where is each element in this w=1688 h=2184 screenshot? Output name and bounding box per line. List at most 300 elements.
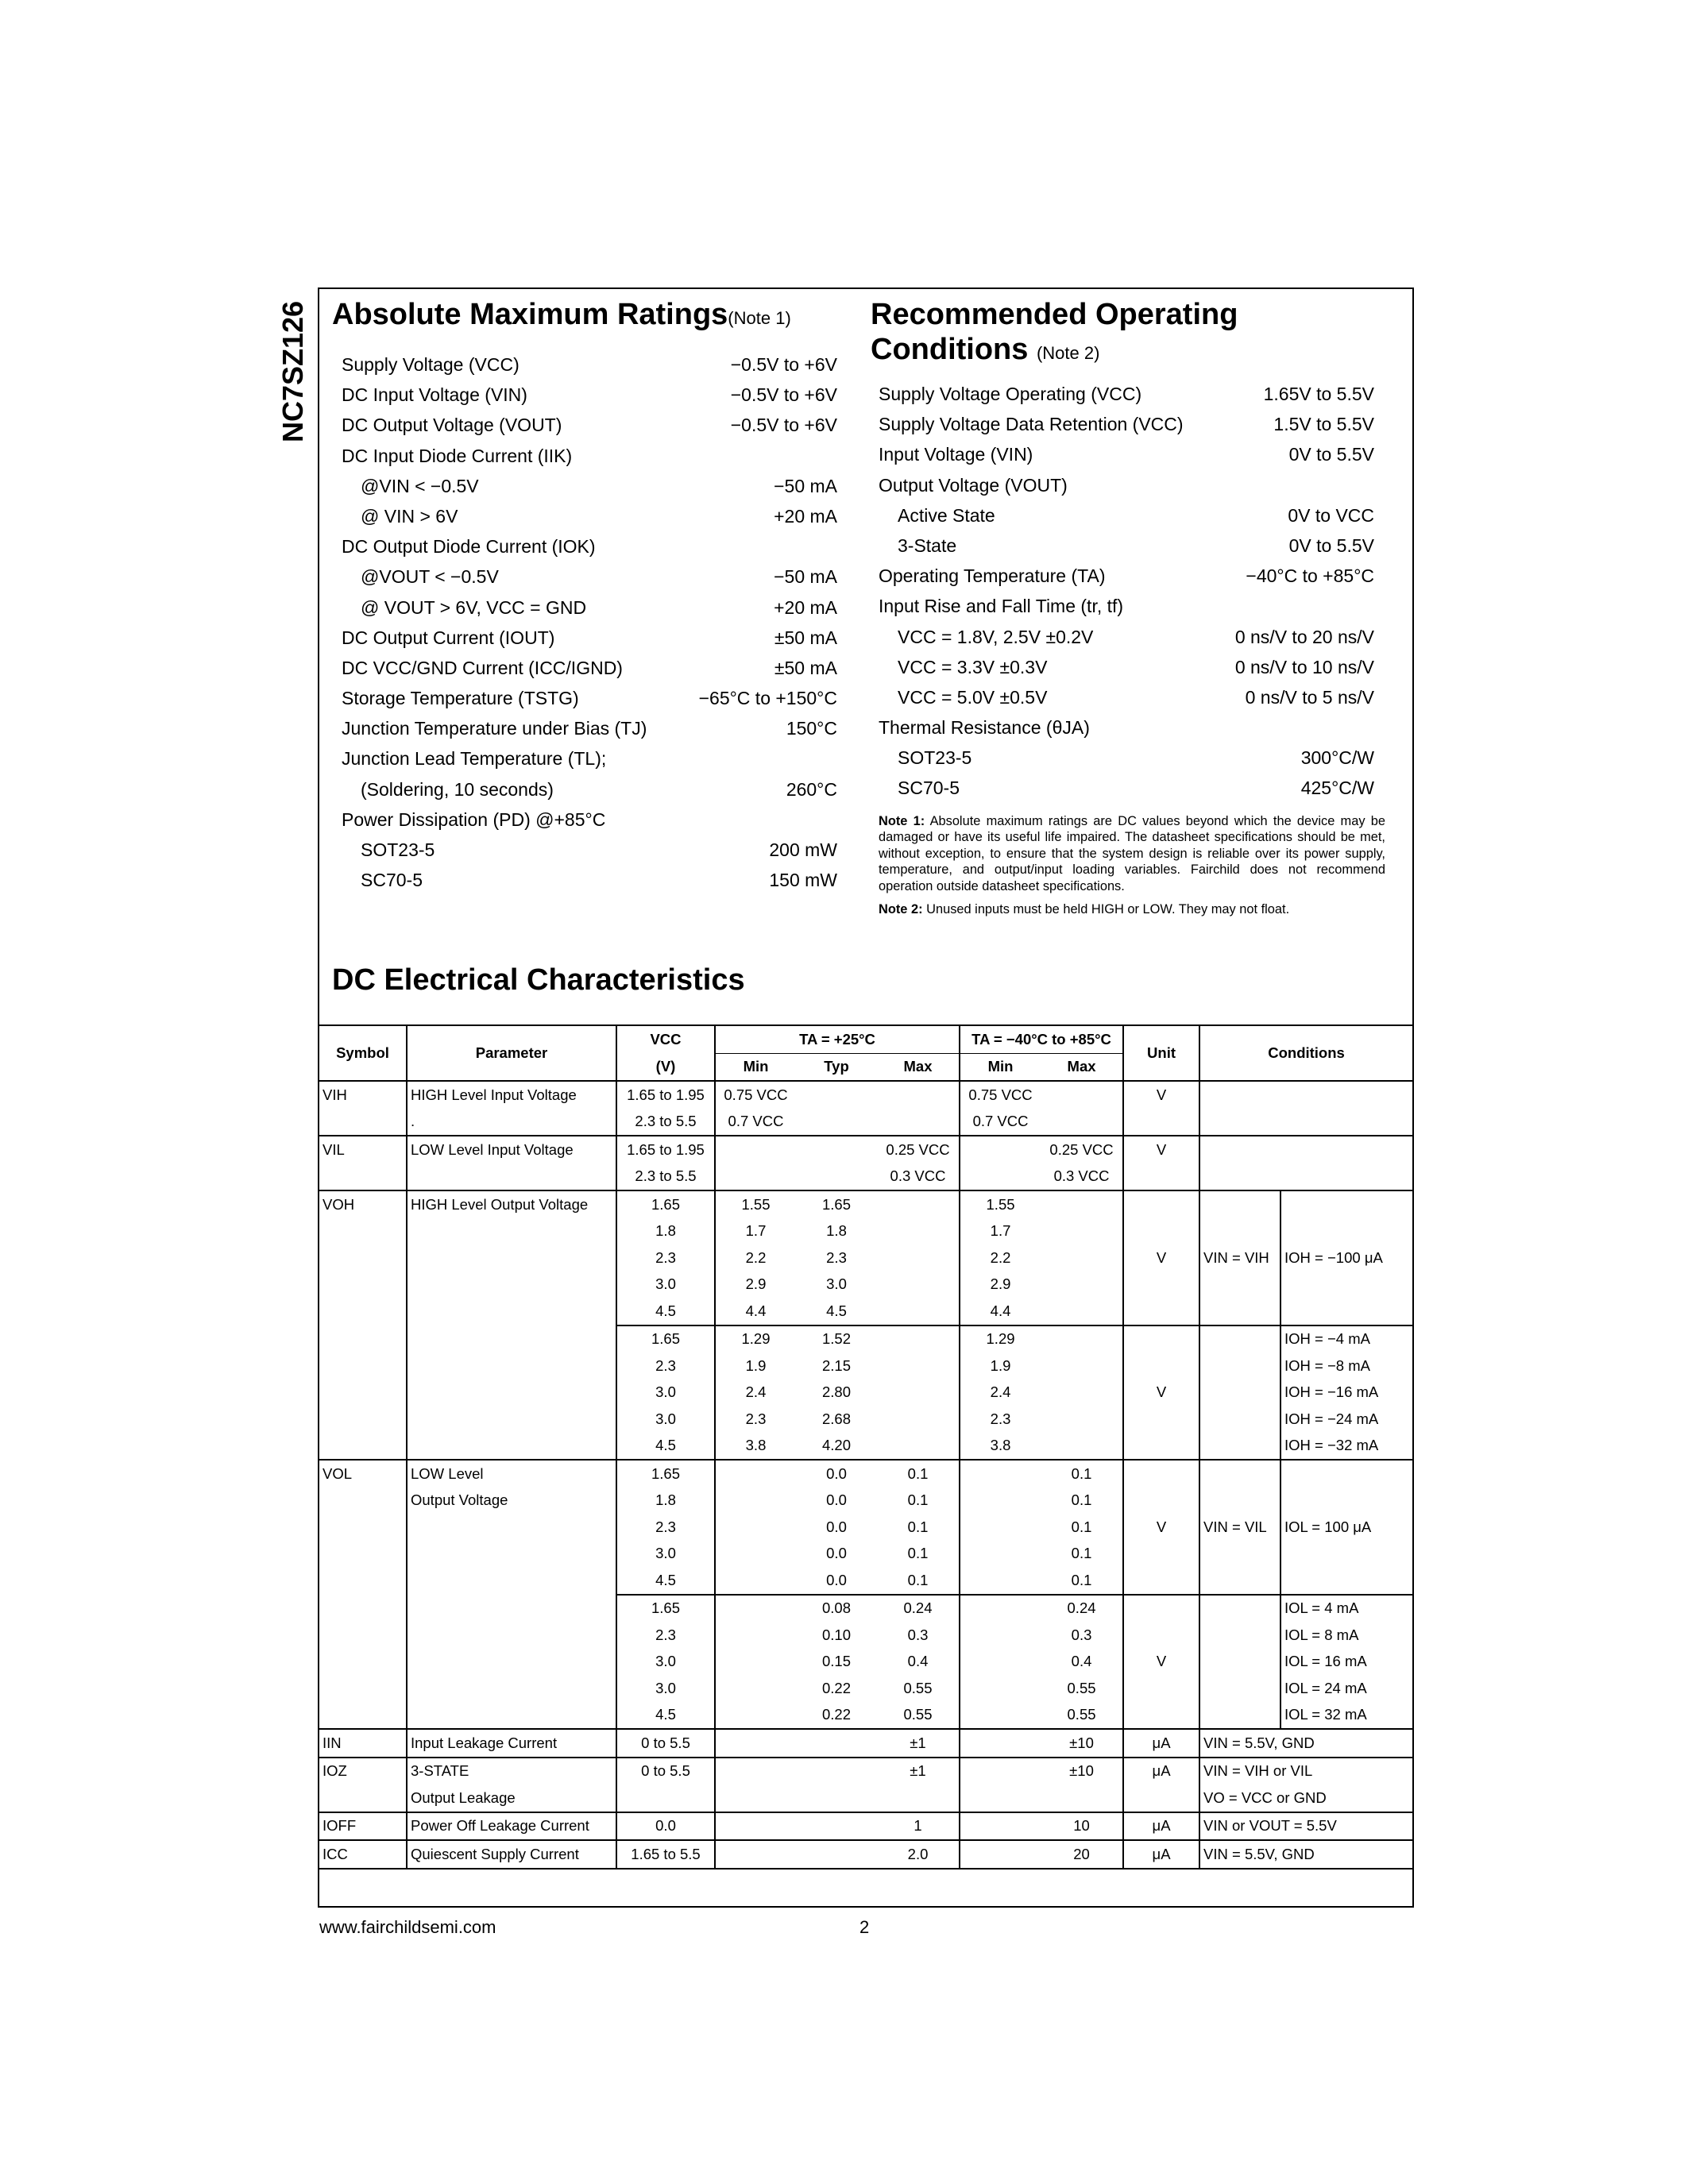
cell-condition-1 [1199, 1136, 1280, 1163]
cell-condition-2 [1280, 1218, 1412, 1245]
cell-parameter [407, 1244, 616, 1271]
cell-symbol [319, 1675, 407, 1702]
cell-typ-25: 0.0 [826, 1545, 847, 1562]
table-row [319, 1271, 1412, 1298]
rec-op-list [879, 379, 1374, 804]
cell-condition-1: VIN = VIL [1199, 1514, 1280, 1541]
cell-parameter [407, 1675, 616, 1702]
cell-min-range: 1.55 [960, 1190, 1041, 1218]
rating-row [342, 653, 837, 683]
table-row [319, 1136, 1412, 1163]
cell-max-25: ±1 [877, 1729, 960, 1758]
cell-vcc: 3.0 [616, 1379, 715, 1406]
footer-url: www.fairchildsemi.com [319, 1917, 496, 1937]
rating-label: Active State [898, 504, 995, 526]
cell-typ-25: 3.0 [826, 1275, 847, 1293]
rating-label: DC VCC/GND Current (ICC/IGND) [342, 657, 623, 678]
cell-max-25 [877, 1406, 960, 1433]
cell-typ-25 [796, 1109, 877, 1136]
rating-value: 200 mW [769, 839, 837, 860]
cell-max-range: 0.1 [1071, 1571, 1092, 1588]
cell-min-range: 3.8 [960, 1433, 1041, 1461]
cell-min-25: 1.29 [715, 1325, 796, 1353]
rating-row [879, 773, 1374, 803]
cell-symbol: ICC [319, 1840, 407, 1869]
cell-unit: μA [1123, 1840, 1199, 1869]
cell-condition-1: VIN = VIH or VIL [1199, 1758, 1280, 1785]
cell-min-25: 2.4 [715, 1379, 796, 1406]
cell-min-range [960, 1840, 1041, 1869]
cell-max-range [1041, 1218, 1123, 1245]
rating-label: (Soldering, 10 seconds) [361, 778, 554, 800]
cell-symbol [319, 1298, 407, 1325]
cell-typ-25: 1.52 [796, 1325, 877, 1353]
rating-row [879, 712, 1374, 743]
abs-max-title: Absolute Maximum Ratings(Note 1) [332, 298, 791, 331]
cell-parameter: HIGH Level Input Voltage [407, 1081, 616, 1109]
rating-label: SOT23-5 [361, 839, 435, 860]
cell-parameter: Power Off Leakage Current [407, 1812, 616, 1841]
cell-condition-2 [1280, 1271, 1412, 1298]
cell-condition-1: VIN = 5.5V, GND [1199, 1840, 1280, 1869]
cell-min-range [960, 1567, 1041, 1595]
table-row [319, 1163, 1412, 1191]
cell-min-25 [715, 1163, 796, 1191]
cell-max-25: 0.3 VCC [890, 1167, 946, 1185]
cell-unit [1123, 1488, 1199, 1515]
rating-label: VCC = 5.0V ±0.5V [898, 686, 1048, 708]
rating-value: 0 ns/V to 10 ns/V [1234, 656, 1374, 677]
rating-label: SC70-5 [898, 778, 960, 799]
cell-min-25 [715, 1702, 796, 1730]
cell-min-25: 2.9 [715, 1271, 796, 1298]
abs-max-list [342, 349, 837, 895]
cell-vcc: 2.3 [616, 1352, 715, 1379]
rating-row [342, 743, 837, 774]
cell-parameter: Input Leakage Current [407, 1729, 616, 1758]
cell-symbol [319, 1595, 407, 1623]
cell-vcc: 0 to 5.5 [616, 1758, 715, 1785]
cell-parameter [407, 1567, 616, 1595]
cell-max-25 [877, 1190, 960, 1218]
cell-parameter [407, 1352, 616, 1379]
cell-max-range: ±10 [1041, 1729, 1123, 1758]
rating-value: −50 mA [774, 475, 837, 496]
rating-row [342, 531, 837, 561]
cell-vcc: 0.0 [616, 1812, 715, 1841]
cell-max-range [1041, 1785, 1123, 1812]
cell-vcc: 1.65 [616, 1460, 715, 1488]
cell-max-25 [877, 1109, 960, 1136]
header-vcc-unit: (V) [616, 1053, 715, 1081]
rating-row [879, 743, 1374, 773]
cell-vcc: 3.0 [616, 1541, 715, 1568]
cell-min-25 [715, 1785, 796, 1812]
rating-label: @ VOUT > 6V, VCC = GND [361, 596, 587, 618]
cell-condition-1 [1199, 1379, 1280, 1406]
rating-label: Supply Voltage (VCC) [342, 354, 520, 375]
cell-symbol [319, 1325, 407, 1353]
cell-min-25: 1.7 [715, 1218, 796, 1245]
rating-value: −50 mA [774, 566, 837, 588]
cell-parameter [407, 1163, 616, 1191]
rating-value: ±50 mA [774, 657, 837, 678]
cell-min-range: 2.2 [960, 1244, 1041, 1271]
rating-row [879, 652, 1374, 682]
cell-vcc: 4.5 [616, 1702, 715, 1730]
cell-max-25 [877, 1244, 960, 1271]
cell-condition-2 [1280, 1298, 1412, 1325]
header-unit: Unit [1123, 1025, 1199, 1081]
table-row [319, 1649, 1412, 1676]
table-row [319, 1081, 1412, 1109]
cell-max-range: ±10 [1041, 1758, 1123, 1785]
cell-min-range: 2.4 [960, 1379, 1041, 1406]
cell-min-25 [715, 1675, 796, 1702]
table-row [319, 1352, 1412, 1379]
cell-max-25: 0.4 [907, 1653, 929, 1670]
cell-min-range [960, 1785, 1041, 1812]
cell-unit: V [1123, 1514, 1199, 1541]
table-row [319, 1433, 1412, 1461]
cell-max-range: 0.4 [1071, 1653, 1092, 1670]
header-ta-range: TA = −40°C to +85°C [960, 1025, 1123, 1053]
table-row [319, 1244, 1412, 1271]
cell-max-25 [877, 1433, 960, 1461]
cell-condition-1: VIN = 5.5V, GND [1199, 1729, 1280, 1758]
header-parameter: Parameter [407, 1025, 616, 1081]
cell-max-range [1041, 1406, 1123, 1433]
cell-vcc: 2.3 [616, 1244, 715, 1271]
cell-min-25 [715, 1136, 796, 1163]
cell-max-range [1041, 1352, 1123, 1379]
cell-parameter [407, 1541, 616, 1568]
rating-row [342, 561, 837, 592]
cell-max-range: 0.24 [1041, 1595, 1123, 1623]
header-max-25: Max [877, 1053, 960, 1081]
cell-condition-2: IOL = 16 mA [1280, 1649, 1412, 1676]
cell-vcc: 3.0 [616, 1649, 715, 1676]
rating-value: −40°C to +85°C [1246, 565, 1374, 587]
table-row [319, 1379, 1412, 1406]
cell-max-range: 0.55 [1067, 1706, 1096, 1723]
table-row [319, 1514, 1412, 1541]
cell-symbol [319, 1785, 407, 1812]
cell-vcc: 1.65 to 1.95 [616, 1081, 715, 1109]
rating-label: @ VIN > 6V [361, 505, 458, 527]
cell-vcc: 1.65 [616, 1325, 715, 1353]
cell-parameter: LOW Level Input Voltage [407, 1136, 616, 1163]
rating-value: −0.5V to +6V [730, 354, 837, 375]
cell-min-25 [715, 1488, 796, 1515]
rating-value: ±50 mA [774, 627, 837, 648]
cell-condition-2: IOH = −100 μA [1280, 1244, 1412, 1271]
header-min-25: Min [715, 1053, 796, 1081]
cell-typ-25: 2.68 [821, 1410, 851, 1427]
rating-label: SOT23-5 [898, 747, 972, 769]
cell-condition-1: VIN or VOUT = 5.5V [1199, 1812, 1280, 1841]
header-vcc: VCC [616, 1025, 715, 1053]
cell-min-25: 1.9 [715, 1352, 796, 1379]
cell-max-range: 20 [1041, 1840, 1123, 1869]
cell-vcc: 2.3 [616, 1622, 715, 1649]
rating-row [879, 561, 1374, 591]
rating-label: Output Voltage (VOUT) [879, 474, 1068, 496]
cell-condition-2: IOL = 32 mA [1280, 1702, 1412, 1730]
rating-label: DC Output Voltage (VOUT) [342, 415, 562, 436]
table-row [319, 1406, 1412, 1433]
cell-typ-25: 0.08 [796, 1595, 877, 1623]
cell-condition-1 [1199, 1595, 1280, 1623]
cell-condition-1 [1199, 1298, 1280, 1325]
cell-min-25: 2.3 [715, 1406, 796, 1433]
rating-value: −0.5V to +6V [730, 415, 837, 436]
cell-symbol [319, 1622, 407, 1649]
cell-max-range: 0.1 [1041, 1460, 1123, 1488]
rating-label: VCC = 1.8V, 2.5V ±0.2V [898, 626, 1094, 647]
rating-row [879, 409, 1374, 439]
cell-max-range: 0.1 [1071, 1545, 1092, 1562]
cell-vcc: 3.0 [616, 1406, 715, 1433]
cell-parameter [407, 1298, 616, 1325]
cell-parameter: Output Leakage [407, 1785, 616, 1812]
table-row [319, 1785, 1412, 1812]
cell-max-range [1041, 1190, 1123, 1218]
cell-condition-2 [1280, 1163, 1412, 1191]
cell-symbol: IOZ [319, 1758, 407, 1785]
cell-condition-2: IOL = 4 mA [1280, 1595, 1412, 1623]
cell-unit [1123, 1109, 1199, 1136]
rating-label: DC Output Diode Current (IOK) [342, 536, 596, 558]
rating-row [342, 592, 837, 623]
cell-parameter: 3-STATE [407, 1758, 616, 1785]
cell-vcc: 4.5 [616, 1298, 715, 1325]
rating-value: −65°C to +150°C [698, 688, 837, 709]
cell-unit [1123, 1271, 1199, 1298]
table-row [319, 1541, 1412, 1568]
cell-vcc: 1.8 [616, 1218, 715, 1245]
rating-label: Junction Temperature under Bias (TJ) [342, 718, 647, 739]
cell-vcc: 2.3 [616, 1514, 715, 1541]
cell-vcc: 0 to 5.5 [616, 1729, 715, 1758]
cell-unit [1123, 1460, 1199, 1488]
rating-row [342, 805, 837, 835]
cell-typ-25: 0.15 [821, 1653, 851, 1670]
cell-min-25 [715, 1460, 796, 1488]
cell-parameter [407, 1595, 616, 1623]
cell-unit [1123, 1406, 1199, 1433]
cell-max-25: 0.55 [903, 1679, 933, 1696]
cell-condition-1 [1199, 1433, 1280, 1461]
cell-unit: V [1123, 1136, 1199, 1163]
cell-min-range [960, 1136, 1041, 1163]
cell-max-25: ±1 [877, 1758, 960, 1785]
cell-min-25 [715, 1595, 796, 1623]
cell-condition-1 [1199, 1622, 1280, 1649]
rating-row [342, 865, 837, 895]
rating-label: DC Input Voltage (VIN) [342, 384, 527, 406]
cell-max-25 [877, 1325, 960, 1353]
rating-label: DC Input Diode Current (IIK) [342, 445, 573, 466]
cell-symbol [319, 1109, 407, 1136]
cell-condition-1: VIN = VIH [1199, 1244, 1280, 1271]
cell-condition-1 [1199, 1352, 1280, 1379]
cell-max-range [1041, 1244, 1123, 1271]
cell-vcc: 1.65 [616, 1595, 715, 1623]
cell-min-range: 1.9 [960, 1352, 1041, 1379]
rating-label: Operating Temperature (TA) [879, 565, 1106, 587]
cell-min-range: 0.7 VCC [960, 1109, 1041, 1136]
rating-row [342, 441, 837, 471]
cell-typ-25 [796, 1163, 877, 1191]
cell-min-range [960, 1163, 1041, 1191]
cell-typ-25 [796, 1758, 877, 1785]
footer-page-number: 2 [859, 1917, 870, 1937]
cell-max-25 [877, 1352, 960, 1379]
table-row [319, 1622, 1412, 1649]
cell-min-range [960, 1460, 1041, 1488]
table-row [319, 1567, 1412, 1595]
cell-max-range [1041, 1081, 1123, 1109]
cell-condition-1 [1199, 1109, 1280, 1136]
table-row [319, 1675, 1412, 1702]
cell-parameter: HIGH Level Output Voltage [407, 1190, 616, 1218]
cell-max-range: 0.25 VCC [1041, 1136, 1123, 1163]
rating-value: −0.5V to +6V [730, 384, 837, 406]
rating-value: 300°C/W [1300, 747, 1374, 769]
cell-max-25: 0.1 [907, 1518, 929, 1535]
cell-condition-1 [1199, 1702, 1280, 1730]
cell-max-range [1041, 1379, 1123, 1406]
cell-min-range [960, 1758, 1041, 1785]
rating-label: Junction Lead Temperature (TL); [342, 748, 607, 770]
table-row [319, 1488, 1412, 1515]
rating-label: Supply Voltage Operating (VCC) [879, 384, 1142, 404]
rating-value: 1.65V to 5.5V [1263, 384, 1374, 404]
cell-symbol [319, 1244, 407, 1271]
cell-unit: V [1123, 1244, 1199, 1271]
cell-vcc: 2.3 to 5.5 [616, 1109, 715, 1136]
cell-max-25 [877, 1298, 960, 1325]
cell-max-25: 0.1 [907, 1491, 929, 1509]
cell-max-25: 1 [877, 1812, 960, 1841]
table-row [319, 1298, 1412, 1325]
cell-condition-1 [1199, 1541, 1280, 1568]
cell-condition-2 [1280, 1541, 1412, 1568]
cell-max-range: 0.3 VCC [1053, 1167, 1110, 1185]
cell-symbol [319, 1514, 407, 1541]
cell-condition-2 [1280, 1109, 1412, 1136]
cell-unit [1123, 1785, 1199, 1812]
cell-unit [1123, 1190, 1199, 1218]
cell-typ-25: 2.80 [821, 1383, 851, 1401]
cell-condition-1: VO = VCC or GND [1199, 1785, 1280, 1812]
rating-label: Thermal Resistance (θJA) [879, 717, 1090, 739]
cell-max-25: 0.1 [907, 1545, 929, 1562]
cell-symbol: VIL [319, 1136, 407, 1163]
cell-typ-25: 0.0 [826, 1491, 847, 1509]
rating-row [342, 683, 837, 713]
header-ta25: TA = +25°C [715, 1025, 960, 1053]
cell-condition-2 [1280, 1567, 1412, 1595]
rating-value: 1.5V to 5.5V [1273, 414, 1374, 435]
rating-value: 0 ns/V to 20 ns/V [1234, 626, 1374, 647]
rating-value: 0V to VCC [1288, 504, 1374, 526]
cell-min-25 [715, 1758, 796, 1785]
cell-typ-25: 0.0 [796, 1460, 877, 1488]
cell-max-range [1041, 1433, 1123, 1461]
rating-value: +20 mA [774, 505, 837, 527]
rating-row [879, 591, 1374, 621]
cell-condition-1 [1199, 1218, 1280, 1245]
cell-symbol [319, 1352, 407, 1379]
cell-vcc: 4.5 [616, 1567, 715, 1595]
cell-unit [1123, 1433, 1199, 1461]
rating-label: Supply Voltage Data Retention (VCC) [879, 414, 1184, 435]
notes [879, 813, 1385, 924]
cell-unit [1123, 1567, 1199, 1595]
header-symbol: Symbol [319, 1025, 407, 1081]
cell-unit [1123, 1163, 1199, 1191]
cell-min-range [960, 1595, 1041, 1623]
cell-typ-25 [796, 1081, 877, 1109]
cell-min-range [960, 1812, 1041, 1841]
rating-row [879, 379, 1374, 409]
cell-max-25: 0.1 [877, 1460, 960, 1488]
cell-parameter [407, 1325, 616, 1353]
rating-value: +20 mA [774, 596, 837, 618]
cell-condition-1 [1199, 1271, 1280, 1298]
cell-vcc: 3.0 [616, 1675, 715, 1702]
cell-condition-2 [1280, 1488, 1412, 1515]
cell-min-range [960, 1702, 1041, 1730]
cell-vcc: 3.0 [616, 1271, 715, 1298]
cell-condition-2: IOL = 24 mA [1280, 1675, 1412, 1702]
cell-unit [1123, 1675, 1199, 1702]
cell-min-25 [715, 1514, 796, 1541]
cell-symbol: VOH [319, 1190, 407, 1218]
cell-unit: μA [1123, 1729, 1199, 1758]
cell-condition-1 [1199, 1675, 1280, 1702]
cell-max-range: 10 [1041, 1812, 1123, 1841]
cell-min-25 [715, 1729, 796, 1758]
cell-condition-2 [1280, 1081, 1412, 1109]
cell-unit [1123, 1595, 1199, 1623]
cell-max-range [1041, 1325, 1123, 1353]
table-row [319, 1325, 1412, 1353]
cell-symbol [319, 1218, 407, 1245]
cell-condition-2 [1280, 1136, 1412, 1163]
cell-max-25: 0.55 [903, 1706, 933, 1723]
cell-min-25 [715, 1840, 796, 1869]
cell-vcc: 4.5 [616, 1433, 715, 1461]
cell-unit [1123, 1702, 1199, 1730]
rating-value: 0V to 5.5V [1288, 534, 1374, 556]
rating-label: Input Voltage (VIN) [879, 444, 1033, 465]
cell-max-range [1041, 1298, 1123, 1325]
cell-min-range: 1.7 [960, 1218, 1041, 1245]
cell-min-range [960, 1729, 1041, 1758]
cell-condition-1 [1199, 1649, 1280, 1676]
cell-vcc: 2.3 to 5.5 [616, 1163, 715, 1191]
cell-unit [1123, 1622, 1199, 1649]
table-row [319, 1758, 1412, 1785]
cell-parameter: Quiescent Supply Current [407, 1840, 616, 1869]
cell-condition-1 [1199, 1190, 1280, 1218]
cell-unit: V [1123, 1081, 1199, 1109]
cell-vcc: 1.65 to 1.95 [616, 1136, 715, 1163]
cell-condition-2 [1280, 1190, 1412, 1218]
